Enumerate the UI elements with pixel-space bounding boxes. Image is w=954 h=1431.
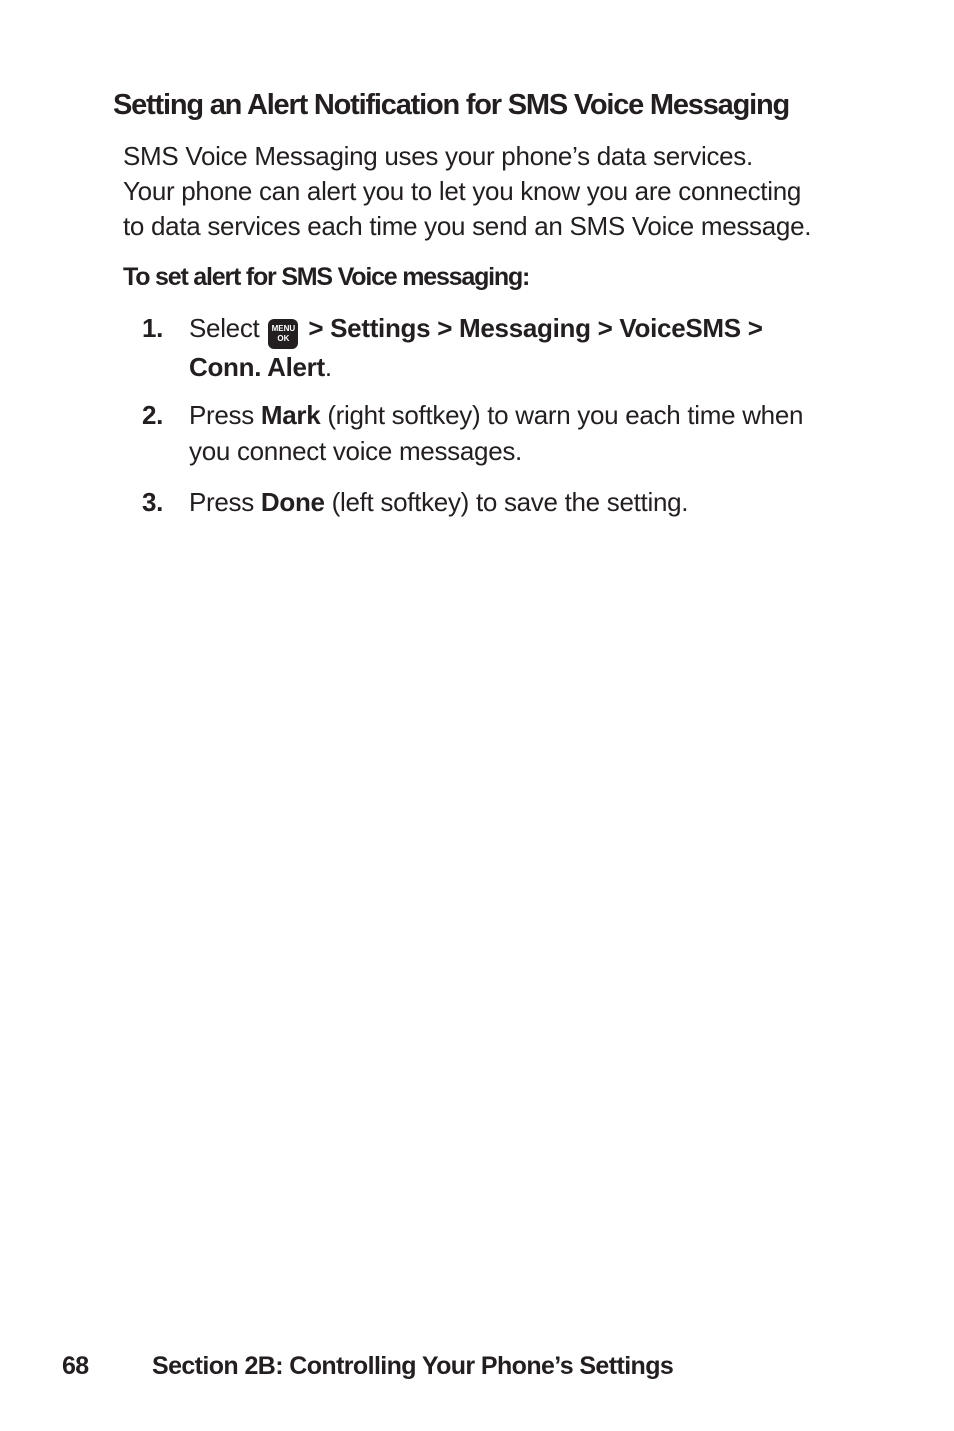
softkey-name: Mark [260, 400, 321, 430]
step-3 [142, 484, 842, 524]
page-number: 68 [62, 1352, 89, 1380]
step-number: 2. [142, 400, 164, 430]
footer-section-title: Section 2B: Controlling Your Phone’s Settings [152, 1352, 674, 1380]
step-1 [142, 310, 842, 397]
step-text-line: Press Mark (right softkey) to warn you each time when [189, 400, 804, 430]
step-number: 3. [142, 487, 164, 517]
intro-paragraph [123, 139, 843, 244]
intro-line: to data services each time you send an SMS Voice message. [123, 211, 812, 241]
steps-list [142, 310, 842, 524]
intro-line: Your phone can alert you to let you know you are connecting [123, 176, 802, 206]
step-text-line: Conn. Alert. [189, 352, 332, 382]
procedure-heading: To set alert for SMS Voice messaging: [123, 263, 530, 291]
menu-path: > Settings > Messaging > VoiceSMS > [301, 313, 763, 343]
step-2 [142, 397, 842, 484]
intro-line: SMS Voice Messaging uses your phone’s data services. [123, 141, 753, 171]
menu-path-end: Conn. Alert [189, 352, 325, 382]
step-text-line: Press Done (left softkey) to save the setting. [189, 487, 689, 517]
step-number: 1. [142, 313, 164, 343]
menu-ok-key-icon: MENU OK [268, 319, 298, 349]
softkey-name: Done [260, 487, 325, 517]
step-prefix: Select [189, 313, 260, 343]
step-text-line [189, 310, 842, 349]
step-text-line: you connect voice messages. [189, 436, 522, 466]
section-heading: Setting an Alert Notification for SMS Voice Messaging [113, 89, 789, 121]
